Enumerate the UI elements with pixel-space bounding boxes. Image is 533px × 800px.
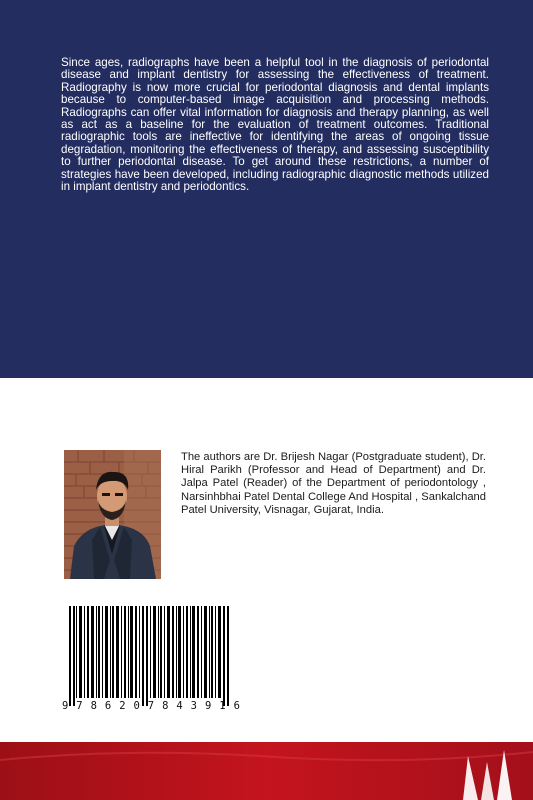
- isbn-digit: 7: [147, 700, 155, 712]
- isbn-digit: 7: [76, 700, 83, 712]
- isbn-digit: 8: [162, 700, 169, 712]
- red-band: [0, 742, 533, 800]
- isbn-digit: 6: [104, 700, 112, 712]
- isbn-digit: 6: [233, 700, 240, 712]
- author-photo: [64, 450, 161, 579]
- isbn-barcode: [59, 602, 241, 714]
- isbn-digit: 9: [62, 700, 69, 712]
- book-blurb: Since ages, radiographs have been a helpful tool in the diagnosis of periodontal disease and implant dentistry for assessing the effectiveness of treatment. Radiography is now more crucial for periodontal diagnosis and dental implants because to computer-based image acquisition and processing methods. Radiographs can offer vital information for diagnosis and therapy planning, as well as act as a baseline for the evaluation of treatment outcomes. Traditional radiographic tools are ineffective for identifying the areas of ongoing tissue degradation, monitoring the effectiveness of therapy, and assessing susceptibility to further periodontal disease. To get around these restrictions, a number of strategies have been developed, including radiographic diagnostic methods utilized in implant dentistry and periodontics.: [61, 56, 489, 194]
- isbn-number: [62, 700, 240, 712]
- author-bio: The authors are Dr. Brijesh Nagar (Postgraduate student), Dr. Hiral Parikh (Professor and Head of Department) and Dr. Jalpa Patel (Reader) of the Department of periodontology , Narsinhbhai Patel Dental College And Hospital , Sankalchand Patel University, Visnagar, Gujarat, India.: [181, 451, 486, 516]
- isbn-digit: 4: [176, 700, 183, 712]
- isbn-digit: 3: [190, 700, 197, 712]
- isbn-digit: 2: [119, 700, 126, 712]
- blurb-panel: [0, 0, 533, 378]
- isbn-digit: 1: [219, 700, 226, 712]
- isbn-digit: 9: [204, 700, 212, 712]
- isbn-digit: 0: [133, 700, 140, 712]
- isbn-digit: 8: [90, 700, 97, 712]
